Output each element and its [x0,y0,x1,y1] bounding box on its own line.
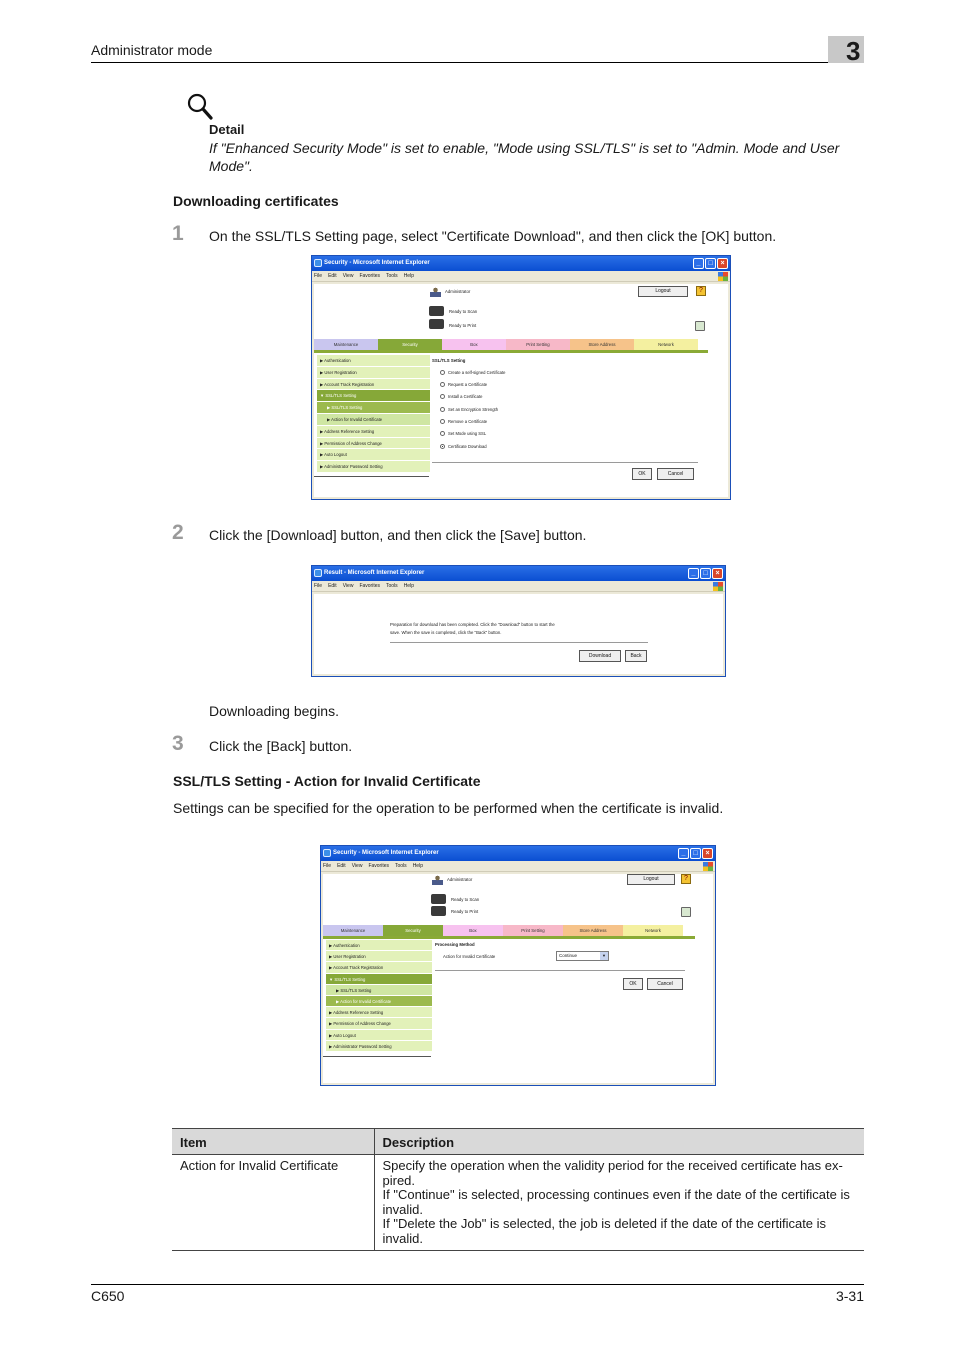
status-scan: Ready to Scan [451,897,480,902]
windows-flag-icon [718,272,728,281]
sidebar-bottom-rule [323,1056,431,1057]
ie-icon [323,849,331,857]
table-header-row [172,1129,864,1155]
scanner-icon [431,894,446,904]
printer-icon [429,319,444,329]
sidebar-bottom-rule [314,476,429,477]
minimize-icon[interactable]: _ [688,568,699,579]
header-rule [91,62,864,63]
screenshot-result-download [311,565,726,677]
tab-network[interactable]: Network [623,925,683,936]
option-request-cert[interactable]: Request a Certificate [440,382,487,387]
tab-maintenance[interactable]: Maintenance [314,339,378,350]
admin-user-icon [432,875,443,885]
scanner-icon [429,306,444,316]
printer-icon [431,906,446,916]
screenshot-ssl-tls-setting [311,255,731,500]
desc-line: If "Continue" is selected, processing continues even if the date of the certificate is [382,1187,850,1202]
download-button[interactable]: Download [579,650,621,662]
window-title: Result - Microsoft Internet Explorer [324,570,425,576]
menu-favorites[interactable]: Favorites [359,273,380,279]
sidebar-subitem-invalid-cert[interactable]: ▶ Action for Invalid Certificate [326,996,432,1007]
option-self-signed[interactable]: Create a self-signed Certificate [440,370,506,375]
sidebar-item-account-track[interactable]: ▶ Account Track Registration [317,379,430,391]
menu-bar [312,271,730,282]
sidebar-item-account-track[interactable]: ▶ Account Track Registration [326,962,432,973]
menu-tools[interactable]: Tools [395,863,407,869]
tab-underline [323,936,695,939]
tab-store-address[interactable]: Store Address [570,339,634,350]
sidebar-item-user-registration[interactable]: ▶ User Registration [326,951,432,962]
sidebar-item-address-reference[interactable]: ▶ Address Reference Setting [326,1007,432,1018]
window-title: Security - Microsoft Internet Explorer [324,260,430,266]
cancel-button[interactable]: Cancel [647,978,683,990]
logout-button[interactable]: Logout [638,286,688,297]
desc-line: invalid. [382,1201,423,1217]
admin-label: Administrator [445,289,471,294]
help-icon[interactable]: ? [696,286,706,296]
panel-title: SSL/TLS Setting [432,358,466,363]
tab-security[interactable]: Security [378,339,442,350]
menu-file[interactable]: File [323,863,332,869]
divider [432,462,698,463]
menu-view[interactable]: View [342,583,354,589]
menu-help[interactable]: Help [412,863,423,869]
menu-bar [312,581,725,592]
tab-box[interactable]: Box [442,339,506,350]
step-text-3: Click the [Back] button. [209,738,353,754]
option-cert-download[interactable]: Certificate Download [440,444,487,449]
page-content [314,284,728,497]
chapter-number: 3 [846,36,861,66]
screenshot-invalid-certificate [320,845,716,1086]
desc-line: pired. [382,1172,416,1188]
sidebar-item-auto-logout[interactable]: ▶ Auto Logout [326,1030,432,1041]
sidebar-item-ssl-tls[interactable]: ▼ SSL/TLS Setting [317,390,430,402]
option-ssl-mode[interactable]: Set Mode using SSL [440,431,486,436]
maximize-icon[interactable]: □ [705,258,716,269]
status-print: Ready to Print [451,909,479,914]
menu-edit[interactable]: Edit [337,863,346,869]
tab-store-address[interactable]: Store Address [563,925,623,936]
result-message-line1: Preparation for download has been completed. Click the "Download" button to start the [390,622,555,627]
table-row [172,1155,864,1251]
sidebar-subitem-ssl-tls-setting[interactable]: ▶ SSL/TLS Setting [326,985,432,996]
tab-network[interactable]: Network [634,339,698,350]
sidebar-item-permission-address[interactable]: ▶ Permission of Address Change [317,438,430,450]
menu-favorites[interactable]: Favorites [359,583,380,589]
magnifier-icon [186,92,214,122]
back-button[interactable]: Back [625,650,647,662]
panel-title: Processing Method [435,942,475,947]
action-select[interactable] [556,951,609,961]
admin-user-icon [430,287,441,297]
menu-edit[interactable]: Edit [328,583,337,589]
table-header-description: Description [374,1129,864,1155]
ok-button[interactable]: OK [623,978,643,990]
tab-underline [314,350,708,353]
ie-icon [314,259,322,267]
window-titlebar [312,256,730,271]
tab-bar [314,339,698,350]
minimize-icon[interactable]: _ [678,848,689,859]
menu-bar [321,861,715,872]
option-remove-cert[interactable]: Remove a Certificate [440,419,487,424]
refresh-icon[interactable] [681,907,691,917]
divider [390,642,648,643]
option-install-cert[interactable]: Install a Certificate [440,394,482,399]
window-title: Security - Microsoft Internet Explorer [333,850,439,856]
desc-line: invalid. [382,1230,423,1246]
menu-help[interactable]: Help [403,273,414,279]
sidebar-item-user-registration[interactable]: ▶ User Registration [317,367,430,379]
field-label: Action for Invalid Certificate [443,954,496,959]
page-content [314,594,723,674]
menu-file[interactable]: File [314,273,323,279]
menu-view[interactable]: View [351,863,363,869]
refresh-icon[interactable] [695,321,705,331]
minimize-icon[interactable]: _ [693,258,704,269]
step-number-2: 2 [172,521,184,544]
maximize-icon[interactable]: □ [690,848,701,859]
ie-icon [314,569,322,577]
chevron-down-icon: ▼ [600,952,608,960]
step-text-1: On the SSL/TLS Setting page, select "Certificate Download", and then click the [OK] button. [209,228,777,244]
footer-model: C650 [91,1288,125,1304]
help-icon[interactable]: ? [681,874,691,884]
close-icon[interactable]: × [717,258,728,269]
status-scan: Ready to Scan [449,309,478,314]
detail-text: If "Enhanced Security Mode" is set to enable, "Mode using SSL/TLS" is set to "Admin. Mode and User Mode". [209,140,840,174]
maximize-icon[interactable]: □ [700,568,711,579]
windows-flag-icon [703,862,713,871]
section-paragraph: Settings can be specified for the operation to be performed when the certificate is invalid. [173,800,724,816]
settings-table [172,1128,864,1251]
footer-rule [91,1284,864,1285]
section-heading-downloading: Downloading certificates [173,193,339,209]
sidebar-item-admin-password[interactable]: ▶ Administrator Password Setting [317,461,430,473]
sidebar [326,940,432,1052]
sidebar-item-address-reference[interactable]: ▶ Address Reference Setting [317,426,430,438]
menu-help[interactable]: Help [403,583,414,589]
tab-bar [323,925,683,936]
menu-tools[interactable]: Tools [386,273,398,279]
desc-line: If "Delete the Job" is selected, the job is deleted if the date of the certificate is [382,1216,827,1231]
sidebar-item-auto-logout[interactable]: ▶ Auto Logout [317,449,430,461]
menu-view[interactable]: View [342,273,354,279]
cancel-button[interactable]: Cancel [657,468,694,480]
ok-button[interactable]: OK [632,468,652,480]
table-header-item: Item [172,1129,374,1155]
tab-print-setting[interactable]: Print Setting [506,339,570,350]
table-cell-item: Action for Invalid Certificate [172,1155,374,1251]
step-number-1: 1 [172,222,184,245]
table-cell-description [374,1155,864,1251]
close-icon[interactable]: × [712,568,723,579]
page-content [323,874,713,1083]
logout-button[interactable]: Logout [627,874,675,885]
page-header-title: Administrator mode [91,42,213,58]
admin-label: Administrator [447,877,473,882]
sidebar-subitem-invalid-cert[interactable]: ▶ Action for Invalid Certificate [317,414,430,426]
footer-page-number: 3-31 [835,1288,864,1304]
tab-box[interactable]: Box [443,925,503,936]
sidebar-item-authentication[interactable]: ▶ Authentication [326,940,432,951]
menu-tools[interactable]: Tools [386,583,398,589]
step2-note: Downloading begins. [209,703,339,719]
windows-flag-icon [713,582,723,591]
sidebar-item-permission-address[interactable]: ▶ Permission of Address Change [326,1018,432,1029]
sidebar-subitem-ssl-tls-setting[interactable]: ▶ SSL/TLS Setting [317,402,430,414]
step-number-3: 3 [172,732,184,755]
window-titlebar [312,566,725,581]
section-heading-invalid-cert: SSL/TLS Setting - Action for Invalid Certificate [173,773,481,789]
window-titlebar [321,846,715,861]
status-print: Ready to Print [449,323,477,328]
sidebar-item-admin-password[interactable]: ▶ Administrator Password Setting [326,1041,432,1052]
sidebar-item-ssl-tls[interactable]: ▼ SSL/TLS Setting [326,974,432,985]
detail-label: Detail [209,122,245,137]
close-icon[interactable]: × [702,848,713,859]
result-message-line2: save. When the save is completed, click the "Back" button. [390,630,502,635]
tab-print-setting[interactable]: Print Setting [503,925,563,936]
menu-edit[interactable]: Edit [328,273,337,279]
tab-maintenance[interactable]: Maintenance [323,925,383,936]
sidebar [317,355,430,473]
action-select-value: Continue [559,953,578,958]
divider [435,970,685,971]
tab-security[interactable]: Security [383,925,443,936]
desc-line: Specify the operation when the validity period for the received certificate has ex- [382,1158,843,1173]
step-text-2: Click the [Download] button, and then click the [Save] button. [209,527,587,543]
menu-favorites[interactable]: Favorites [368,863,389,869]
menu-file[interactable]: File [314,583,323,589]
option-encryption[interactable]: Set an Encryption Strength [440,407,498,412]
sidebar-item-authentication[interactable]: ▶ Authentication [317,355,430,367]
